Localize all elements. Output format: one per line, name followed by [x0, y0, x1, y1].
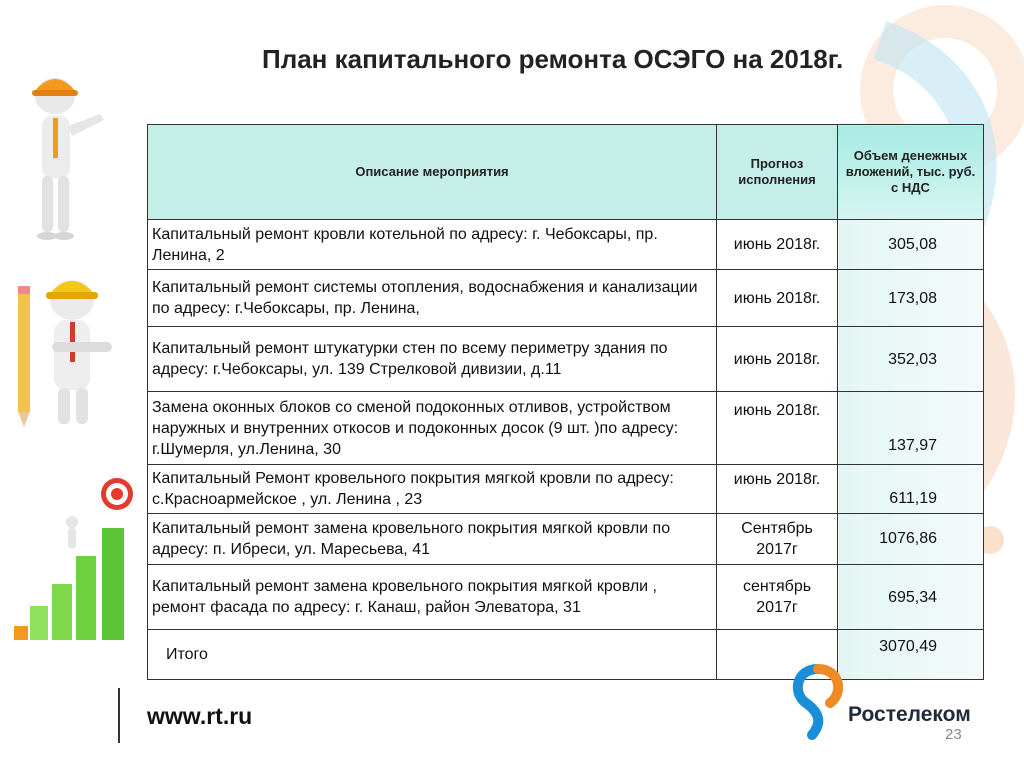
footer-url-link[interactable]: www.rt.ru — [147, 703, 253, 729]
row-amount: 173,08 — [838, 270, 984, 327]
row-amount: 611,19 — [838, 465, 984, 514]
row-amount: 305,08 — [838, 220, 984, 270]
table-total-row — [148, 630, 984, 680]
header-forecast: Прогноз исполнения — [717, 125, 838, 220]
brand-name: Ростелеком — [848, 703, 971, 726]
header-amount: Объем денежных вложений, тыс. руб. с НДС — [838, 125, 984, 220]
table-row — [148, 270, 984, 327]
row-forecast: сентябрь 2017г — [717, 565, 838, 630]
row-amount: 352,03 — [838, 327, 984, 392]
page-number: 23 — [945, 726, 962, 743]
total-label: Итого — [148, 630, 717, 680]
row-description: Капитальный Ремонт кровельного покрытия мягкой кровли по адресу: с.Красноармейское , ул. Ленина , 23 — [148, 465, 717, 514]
row-forecast: июнь 2018г. — [717, 270, 838, 327]
table-row — [148, 327, 984, 392]
row-amount: 1076,86 — [838, 514, 984, 565]
total-amount: 3070,49 — [838, 630, 984, 680]
row-description: Капитальный ремонт штукатурки стен по всему периметру здания по адресу: г.Чебоксары, ул. 139 Стрелковой дивизии, д.11 — [148, 327, 717, 392]
row-description: Замена оконных блоков со сменой подоконных отливов, устройством наружных и внутренних откосов и подоконных досок (9 шт. )по адресу: г.Шумерля, ул.Ленина, 30 — [148, 392, 717, 465]
row-amount: 695,34 — [838, 565, 984, 630]
row-forecast: июнь 2018г. — [717, 220, 838, 270]
row-forecast: Сентябрь 2017г — [717, 514, 838, 565]
table-row — [148, 514, 984, 565]
row-description: Капитальный ремонт кровли котельной по адресу: г. Чебоксары, пр. Ленина, 2 — [148, 220, 717, 270]
row-description: Капитальный ремонт замена кровельного покрытия мягкой кровли , ремонт фасада по адресу: г. Канаш, район Элеватора, 31 — [148, 565, 717, 630]
builder-pointing-icon — [20, 66, 115, 244]
page-title: План капитального ремонта ОСЭГО на 2018г. — [262, 44, 844, 74]
row-forecast: июнь 2018г. — [717, 465, 838, 514]
row-amount: 137,97 — [838, 392, 984, 465]
row-forecast: июнь 2018г. — [717, 327, 838, 392]
growth-chart-target-icon — [14, 466, 134, 646]
footer-divider — [118, 688, 120, 743]
builder-with-pencil-icon — [14, 262, 124, 432]
row-description: Капитальный ремонт замена кровельного покрытия мягкой кровли по адресу: п. Ибреси, ул. Маресьева, 41 — [148, 514, 717, 565]
table-row — [148, 392, 984, 465]
table-header-row — [148, 125, 984, 220]
table-row — [148, 565, 984, 630]
row-description: Капитальный ремонт системы отопления, водоснабжения и канализации по адресу: г.Чебоксары, пр. Ленина, — [148, 270, 717, 327]
capital-repair-plan-table — [147, 124, 984, 680]
header-description: Описание мероприятия — [148, 125, 717, 220]
row-forecast: июнь 2018г. — [717, 392, 838, 465]
table-row — [148, 220, 984, 270]
rostelecom-logo-icon — [788, 663, 848, 745]
table-row — [148, 465, 984, 514]
